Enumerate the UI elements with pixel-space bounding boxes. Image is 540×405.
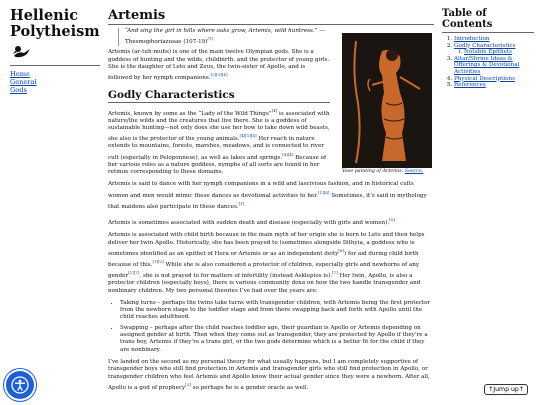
site-title-line2: Polytheism xyxy=(10,23,100,40)
toc-link-physical-descriptions[interactable]: Physical Descriptions xyxy=(454,75,515,82)
characteristics-paragraph-4 xyxy=(108,232,434,295)
quote-text: “And sing the girl in hills where oaks grow, Artemis, wild huntress.” xyxy=(125,28,318,34)
paragraph-text: Artemis is sometimes associated with sudden death and disease (especially with girls and women). xyxy=(108,219,390,226)
epigraph-quote xyxy=(118,28,335,46)
toc-link-introduction[interactable]: Introduction xyxy=(454,36,490,42)
citation-link[interactable]: [1][4] xyxy=(318,189,330,195)
toc-item xyxy=(454,56,534,76)
paragraph-text: ) for aid during child birth because of this. xyxy=(108,250,419,268)
list-item: • Taking turns – perhaps the twins take turns with transgender children, with Artemis being the first protector from the newborn stage to the toddler stage and from there swapping back and forth with Apollo until the child reaches adulthood. xyxy=(120,300,434,322)
citation-link[interactable]: [1][2] xyxy=(152,258,164,264)
citation-link[interactable]: [6] xyxy=(338,247,345,253)
toc-link-notable-epithets[interactable]: Notable Epithets xyxy=(464,49,513,56)
quote-attribution: — Thesmophoriazusae (107-19) xyxy=(125,28,325,46)
paragraph-text: Artemis, known by some as the “Lady of the Wild Things” xyxy=(108,110,272,117)
list-item: • Swapping – perhaps after the child reaches toddler age, their guardian is Apollo or Artemis depending on assigned gender at birth. Then when they come out as transgender, they are protected by Apollo if they’re a trans boy, Artemis if they’re a trans girl, or the two gods determine which is a better fit for the child if they are nonbinary. xyxy=(120,325,434,354)
toc-link-godly-characteristics[interactable]: Godly Characteristics xyxy=(454,42,516,49)
nav-link-home[interactable]: Home xyxy=(10,70,30,78)
paragraph-text: , she is not prayed to for matters of infertility (instead Asklepios is). xyxy=(139,272,332,279)
paragraph-text: so perhaps he is a gender oracle as well. xyxy=(190,384,309,391)
page-title: Artemis xyxy=(108,8,434,25)
section-heading-godly-characteristics: Godly Characteristics xyxy=(108,89,330,103)
paragraph-text: While she is also considered a protector of children, especially girls and newborns of any gender xyxy=(108,261,419,279)
characteristics-paragraph-5 xyxy=(108,359,434,392)
paragraph-text: Because of her various roles as a nature goddess, nymphs of all sorts are found in her retinue corresponding to these domains. xyxy=(108,154,327,176)
site-title xyxy=(10,8,100,40)
toc-item xyxy=(454,76,534,83)
site-nav xyxy=(10,70,100,94)
bird-logo-icon xyxy=(12,43,32,59)
figure-caption-text: Vase painting of Artemis. xyxy=(342,169,404,174)
accessibility-icon xyxy=(11,376,29,394)
jump-up-button[interactable]: ↑Jump up↑ xyxy=(484,384,528,395)
vase-painting-image xyxy=(342,33,432,168)
toc-list xyxy=(442,36,534,89)
toc-title: Table of Contents xyxy=(442,8,493,30)
table-of-contents xyxy=(442,8,534,89)
paragraph-text: Her twin, Apollo, is also a protector children (especially boys), there is various community doxa on how the two handle transgender and nonbinary children. My two personal theories I’ve had over the years are: xyxy=(108,272,421,294)
paragraph-text: Her reach in nature extends to mountains, forests, marshes, meadows, and is connected to river cult (especially in Peloponnese), as well as lakes and springs. xyxy=(108,136,324,161)
vase-figure xyxy=(342,33,432,175)
sidebar-divider xyxy=(10,65,100,66)
toc-sublist xyxy=(454,49,534,56)
citation-link[interactable]: [3] xyxy=(185,381,191,387)
figure-caption xyxy=(342,169,432,175)
paragraph-text: Sometimes, it’s said in mythology that maidens also participate in these dances. xyxy=(108,192,427,210)
sidebar xyxy=(10,8,100,94)
citation-link[interactable]: [7] xyxy=(332,270,338,276)
toc-link-altar-shrine[interactable]: Altar/Shrine Ideas & Offerings & Devotional Activities xyxy=(454,55,520,75)
accessibility-button[interactable] xyxy=(6,371,34,399)
toc-divider xyxy=(442,32,534,33)
citation-link[interactable]: [4][4] xyxy=(282,151,294,157)
main-content xyxy=(108,8,434,397)
paragraph-text: Artemis is associated with child birth because in the main myth of her origin she is born to Leto and then helps deliver her twin Apollo. Historically, she has been prayed to (sometimes alongside Ilithyia, a goddess who is sometimes identified as an epithet of Hera or Artemis or as an independent deity xyxy=(108,232,425,257)
nav-link-gods[interactable]: Gods xyxy=(10,86,27,94)
citation-link[interactable]: [4][1][4] xyxy=(239,133,257,139)
figure-source-link[interactable]: Source. xyxy=(404,169,424,174)
paragraph-text: I’ve landed on the second as my personal theory for what usually happens, but I am completely supportive of transgender boys who still find protection in Artemis and transgender girls who still find protection in Apollo, or transgender children who feel Artemis and Apollo know their actual gender since they were a newborn. After all, Apollo is a god of prophecy xyxy=(108,358,430,391)
citation-link[interactable]: [2][3][4] xyxy=(210,72,228,78)
toc-link-references[interactable]: References xyxy=(454,82,486,89)
site-title-line1: Hellenic xyxy=(10,7,79,24)
citation-link[interactable]: [5] xyxy=(389,217,395,223)
toc-item xyxy=(454,43,534,56)
toc-subitem xyxy=(464,49,534,56)
toc-item xyxy=(454,82,534,89)
intro-paragraph xyxy=(108,49,330,82)
paragraph-text: Artemis is said to dance with her nymph companions in a wild and lascivious fashion, and in historical cults women and men would mimic these dances as devotional activities to her. xyxy=(108,181,414,199)
citation-link[interactable]: [4] xyxy=(271,107,278,113)
toc-item xyxy=(454,36,534,43)
theory-list xyxy=(108,300,434,354)
citation-link[interactable]: [1][7] xyxy=(128,270,140,276)
paragraph-text: is associated with nature/the wilds and the creatures that live there. She is a goddess of sustainable hunting—not only does she use her bow to take down wild beasts, she also is the protector of the young animals. xyxy=(108,110,330,143)
intro-text: Artemis (ar-tuh-muhs) is one of the main twelve Olympian gods. She is a goddess of hunting and the wilds, childbirth, and the protector of young girls. She is the daughter of Leto and Zeus, the twin-sister of Apollo, and is followed by her nymph companions. xyxy=(108,49,330,82)
citation-link[interactable]: [1] xyxy=(238,200,245,206)
citation-link[interactable]: [1] xyxy=(207,36,214,42)
characteristics-paragraph-2 xyxy=(108,181,434,211)
characteristics-paragraph-1 xyxy=(108,107,330,177)
characteristics-paragraph-3 xyxy=(108,216,434,227)
nav-link-general[interactable]: General xyxy=(10,78,37,86)
